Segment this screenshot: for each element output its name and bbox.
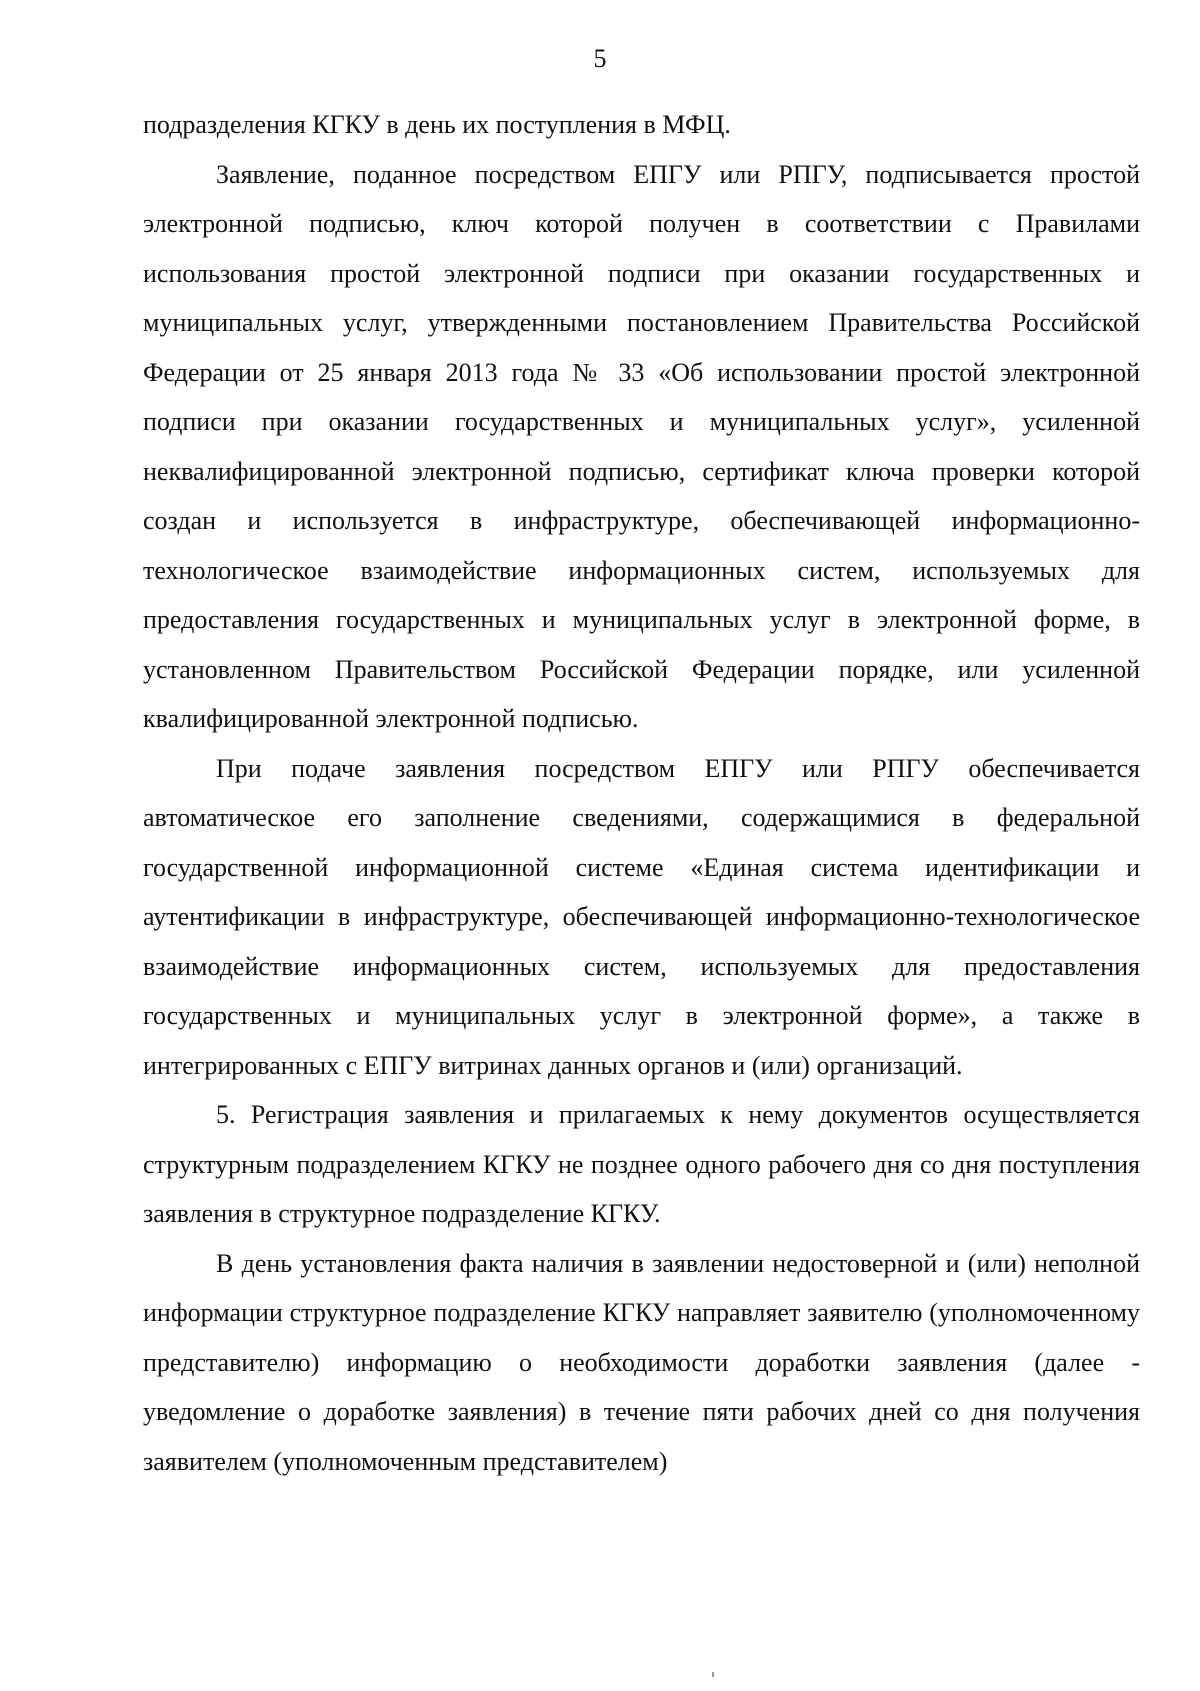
paragraph-auto-fill: При подаче заявления посредством ЕПГУ или РПГУ обеспечивается автоматическое его заполнение сведениями, содержащимися в федеральной государственной информационной системе «Единая система идентификации и аутентификации в инфраструктуре, обеспечивающей информационно-технологическое взаимодействие информационных систем, используемых для предоставления государственных и муниципальных услуг в электронной форме», а также в интегрированных с ЕПГУ витринах данных органов и (или) организаций.	[143, 753, 1140, 1080]
document-body	[143, 100, 1140, 1486]
page-number: 5	[593, 44, 607, 73]
paragraph-electronic-signature: Заявление, поданное посредством ЕПГУ или РПГУ, подписывается простой электронной подписью, ключ которой получен в соответствии с Правилами использования простой электронной подписи при оказании государственных и муниципальных услуг, утвержденными постановлением Правительства Российской Федерации от 25 января 2013 года № 33 «Об использовании простой электронной подписи при оказании государственных и муниципальных услуг», усиленной неквалифицированной электронной подписью, сертификат ключа проверки которой создан и используется в инфраструктуре, обеспечивающей информационно-технологическое взаимодействие информационных систем, используемых для предоставления государственных и муниципальных услуг в электронной форме, в установленном Правительством Российской Федерации порядке, или усиленной квалифицированной электронной подписью.	[143, 159, 1140, 733]
paragraph-revision-notice: В день установления факта наличия в заявлении недостоверной и (или) неполной информации структурное подразделение КГКУ направляет заявителю (уполномоченному представителю) информацию о необходимости доработки заявления (далее - уведомление о доработке заявления) в течение пяти рабочих дней со дня получения заявителем (уполномоченным представителем)	[143, 1248, 1140, 1476]
paragraph-continuation: подразделения КГКУ в день их поступления в МФЦ.	[143, 110, 731, 139]
paragraph-registration: 5. Регистрация заявления и прилагаемых к нему документов осуществляется структурным подразделением КГКУ не позднее одного рабочего дня со дня поступления заявления в структурное подразделение КГКУ.	[143, 1100, 1140, 1228]
scan-artifact	[712, 1672, 714, 1677]
